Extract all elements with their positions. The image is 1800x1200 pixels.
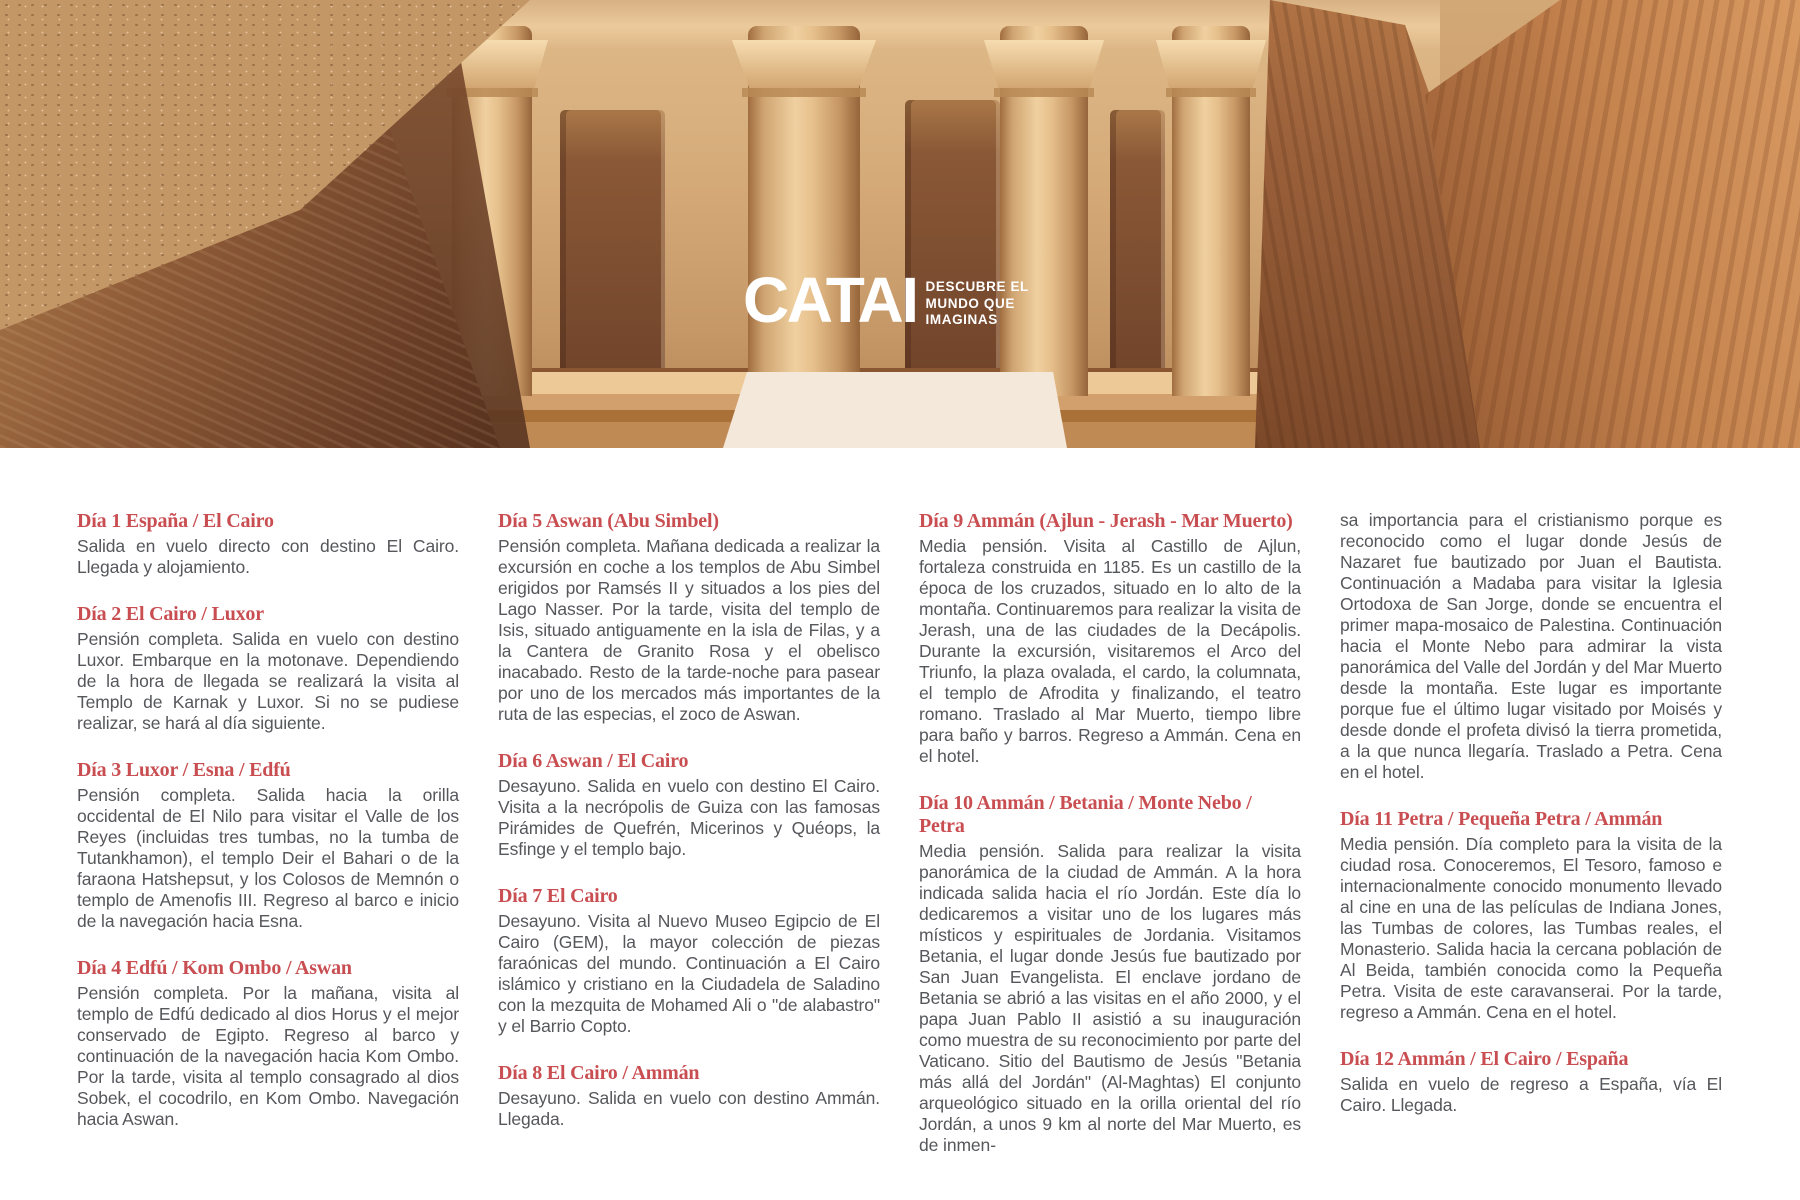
day-block xyxy=(498,885,880,1037)
day-title: Día 1 España / El Cairo xyxy=(77,510,274,532)
day-block xyxy=(919,510,1301,767)
itinerary-column-2 xyxy=(498,510,880,1181)
catai-wordmark: CATAI xyxy=(743,264,917,336)
day-body: Salida en vuelo de regreso a España, vía El Cairo. Llegada. xyxy=(1340,1074,1722,1115)
day-body: Pensión completa. Mañana dedicada a realizar la excursión en coche a los templos de Abu Simbel erigidos por Ramsés II y situados a los pies del Lago Nasser. Por la tarde, visita del templo de Isis, situado antiguamente en la isla de Filas, y a la Cantera de Granito Rosa y el obelisco inacabado. Resto de la tarde-noche para pasear por uno de los mercados más importantes de la ruta de las especias, el zoco de Aswan. xyxy=(498,536,880,724)
facade-column xyxy=(1000,26,1088,396)
day-title: Día 7 El Cairo xyxy=(498,885,618,907)
day-title: Día 12 Ammán / El Cairo / España xyxy=(1340,1048,1629,1070)
hero-photo xyxy=(0,0,1800,448)
day-title: Día 4 Edfú / Kom Ombo / Aswan xyxy=(77,957,352,979)
day-block xyxy=(77,603,459,734)
day-body: Desayuno. Salida en vuelo con destino El Cairo. Visita a la necrópolis de Guiza con las famosas Pirámides de Quefrén, Micerinos y Quéops, la Esfinge y el templo bajo. xyxy=(498,776,880,859)
catai-tagline xyxy=(926,272,1029,329)
day-block xyxy=(919,792,1301,1156)
day-continuation-block xyxy=(1340,510,1722,783)
day-title: Día 6 Aswan / El Cairo xyxy=(498,750,689,772)
itinerary-column-1 xyxy=(77,510,459,1181)
day-block xyxy=(77,957,459,1130)
day-body: sa importancia para el cristianismo porque es reconocido como el lugar donde Jesús de Nazaret fue bautizado por Juan el Bautista. Continuación a Madaba para visitar la Iglesia Ortodoxa de San Jorge, donde se encuentra el primer mapa-mosaico de Palestina. Continuación hacia el Monte Nebo para admirar la vista panorámica del Valle del Jordán y del Mar Muerto desde la montaña. Este lugar es importante porque fue el último lugar visitado por Moisés y desde donde el profeta divisó la tierra prometida, a la que nunca llegaría. Traslado a Petra. Cena en el hotel. xyxy=(1340,510,1722,782)
day-body: Media pensión. Día completo para la visita de la ciudad rosa. Conoceremos, El Tesoro, famoso e internacionalmente conocido monumento llevado al cine en una de las películas de Indiana Jones, las Tumbas de colores, las Tumbas reales, el Monasterio. Salida hacia la cercana población de Al Beida, también conocida como la Pequeña Petra. Visita de este caravanserai. Por la tarde, regreso a Ammán. Cena en el hotel. xyxy=(1340,834,1722,1022)
day-body: Media pensión. Salida para realizar la visita panorámica de la ciudad de Ammán. A la hora indicada salida hacia el río Jordán. Este día lo dedicaremos a visitar uno de los lugares más místicos y espirituales de Jordania. Visitamos Betania, el lugar donde Jesús fue bautizado por San Juan Evangelista. El enclave jordano de Betania se abrió a las visitas en el año 2000, y el papa Juan Pablo II asistió a su inauguración como muestra de su reconocimiento por parte del Vaticano. Sitio del Bautismo de Jesús "Betania más allá del Jordán" (Al-Maghtas) El conjunto arqueológico situado en la orilla oriental del río Jordán, a unos 9 km al norte del Mar Muerto, es de inmen- xyxy=(919,841,1301,1155)
day-block xyxy=(77,759,459,932)
day-body: Pensión completa. Salida hacia la orilla occidental de El Nilo para visitar el Valle de los Reyes (incluidas tres tumbas, no la tumba de Tutankhamon), el templo Deir el Bahari o de la faraona Hatshepsut, y los Colosos de Memnón o templo de Amenofis III. Regreso al barco e inicio de la navegación hacia Esna. xyxy=(77,785,459,931)
facade-niche xyxy=(905,100,1000,392)
day-block xyxy=(77,510,459,578)
day-title: Día 5 Aswan (Abu Simbel) xyxy=(498,510,719,532)
day-body: Pensión completa. Salida en vuelo con destino Luxor. Embarque en la motonave. Dependiendo de la hora de llegada se realizará la visita al Templo de Karnak y Luxor. Si no se pudiese realizar, se hará al día siguiente. xyxy=(77,629,459,733)
tagline-line-3: IMAGINAS xyxy=(925,312,998,327)
day-block xyxy=(498,510,880,725)
day-body: Desayuno. Visita al Nuevo Museo Egipcio de El Cairo (GEM), la mayor colección de piezas faraónicas del mundo. Continuación a El Cairo islámico y cristiano en la Ciudadela de Saladino con la mezquita de Mohamed Ali o "de alabastro" y el Barrio Copto. xyxy=(498,911,880,1036)
facade-niche xyxy=(560,110,665,392)
day-title: Día 11 Petra / Pequeña Petra / Ammán xyxy=(1340,808,1663,830)
day-title: Día 2 El Cairo / Luxor xyxy=(77,603,264,625)
itinerary-column-4 xyxy=(1340,510,1722,1181)
day-body: Salida en vuelo directo con destino El Cairo. Llegada y alojamiento. xyxy=(77,536,459,577)
day-body: Media pensión. Visita al Castillo de Ajlun, fortaleza construida en 1185. Es un castillo de la época de los cruzados, situado en lo alto de la montaña. Continuaremos para realizar la visita de Jerash, una de las ciudades de la Decápolis. Durante la excursión, visitaremos el Arco del Triunfo, la plaza ovalada, el cardo, la columnata, el templo de Afrodita y finalizando, el teatro romano. Traslado al Mar Muerto, tiempo libre para baño y barros. Regreso a Ammán. Cena en el hotel. xyxy=(919,536,1301,766)
day-block xyxy=(498,1062,880,1130)
facade-column xyxy=(1172,26,1250,396)
rock-cliff-right xyxy=(1425,0,1800,448)
tagline-line-2: MUNDO QUE xyxy=(925,295,1015,311)
hero-keystone-shape xyxy=(723,372,1067,448)
itinerary-columns xyxy=(0,448,1800,1181)
day-block xyxy=(1340,1048,1722,1116)
catai-logo xyxy=(743,264,1029,336)
facade-column xyxy=(748,26,860,396)
day-body: Pensión completa. Por la mañana, visita al templo de Edfú dedicado al dios Horus y el mejor conservado de Egipto. Regreso al barco y continuación de la navegación hacia Kom Ombo. Por la tarde, visita al templo consagrado al dios Sobek, el cocodrilo, en Kom Ombo. Navegación hacia Aswan. xyxy=(77,983,459,1129)
day-title: Día 9 Ammán (Ajlun - Jerash - Mar Muerto) xyxy=(919,510,1293,532)
itinerary-column-3 xyxy=(919,510,1301,1181)
day-title: Día 10 Ammán / Betania / Monte Nebo / Petra xyxy=(919,792,1252,837)
facade-niche xyxy=(1110,110,1165,392)
tagline-line-1: DESCUBRE EL xyxy=(925,279,1029,294)
day-body: Desayuno. Salida en vuelo con destino Ammán. Llegada. xyxy=(498,1088,880,1129)
day-title: Día 3 Luxor / Esna / Edfú xyxy=(77,759,291,781)
day-title: Día 8 El Cairo / Ammán xyxy=(498,1062,700,1084)
day-block xyxy=(1340,808,1722,1023)
day-block xyxy=(498,750,880,860)
